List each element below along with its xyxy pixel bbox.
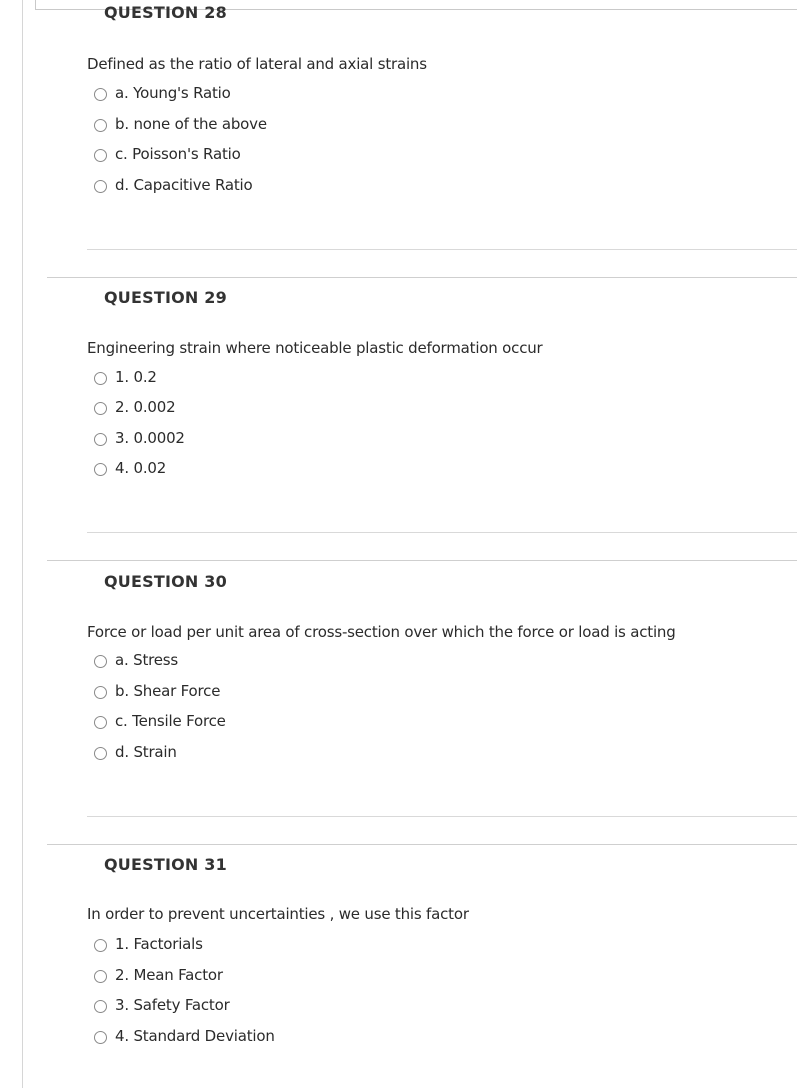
radio-button[interactable] xyxy=(94,686,107,699)
radio-button[interactable] xyxy=(94,372,107,385)
option-label: 2. 0.002 xyxy=(115,398,176,416)
option-label: c. Poisson's Ratio xyxy=(115,145,241,163)
answer-option[interactable] xyxy=(94,114,267,134)
radio-button[interactable] xyxy=(94,1000,107,1013)
radio-button[interactable] xyxy=(94,939,107,952)
radio-button[interactable] xyxy=(94,970,107,983)
radio-button[interactable] xyxy=(94,88,107,101)
option-label: 4. 0.02 xyxy=(115,459,167,477)
answer-option[interactable] xyxy=(94,83,231,103)
option-label: 1. Factorials xyxy=(115,935,203,953)
answer-option[interactable] xyxy=(94,711,226,731)
question-text: Engineering strain where noticeable plastic deformation occur xyxy=(87,339,543,357)
question-text: In order to prevent uncertainties , we use this factor xyxy=(87,905,469,923)
option-label: d. Capacitive Ratio xyxy=(115,176,253,194)
question-title: QUESTION 28 xyxy=(104,3,227,22)
radio-button[interactable] xyxy=(94,1031,107,1044)
question-title: QUESTION 29 xyxy=(104,288,227,307)
radio-button[interactable] xyxy=(94,747,107,760)
option-label: c. Tensile Force xyxy=(115,712,226,730)
answer-option[interactable] xyxy=(94,934,203,954)
answer-option[interactable] xyxy=(94,965,223,985)
option-label: 3. Safety Factor xyxy=(115,996,230,1014)
radio-button[interactable] xyxy=(94,180,107,193)
answer-option[interactable] xyxy=(94,681,220,701)
option-label: d. Strain xyxy=(115,743,177,761)
answer-option[interactable] xyxy=(94,995,230,1015)
answer-option[interactable] xyxy=(94,428,185,448)
question-divider xyxy=(87,816,797,817)
radio-button[interactable] xyxy=(94,716,107,729)
radio-button[interactable] xyxy=(94,433,107,446)
option-label: b. Shear Force xyxy=(115,682,221,700)
question-block-divider xyxy=(47,844,797,845)
question-text: Defined as the ratio of lateral and axial strains xyxy=(87,55,427,73)
radio-button[interactable] xyxy=(94,149,107,162)
question-title: QUESTION 30 xyxy=(104,572,227,591)
question-divider xyxy=(87,249,797,250)
answer-option[interactable] xyxy=(94,1026,275,1046)
answer-option[interactable] xyxy=(94,144,241,164)
radio-button[interactable] xyxy=(94,119,107,132)
answer-option[interactable] xyxy=(94,458,166,478)
question-divider xyxy=(87,532,797,533)
question-text: Force or load per unit area of cross-section over which the force or load is acting xyxy=(87,623,676,641)
question-block-divider xyxy=(47,277,797,278)
answer-option[interactable] xyxy=(94,367,157,387)
answer-option[interactable] xyxy=(94,650,178,670)
answer-option[interactable] xyxy=(94,742,177,762)
page-left-border xyxy=(22,0,23,1088)
option-label: 3. 0.0002 xyxy=(115,429,185,447)
question-block-divider xyxy=(47,560,797,561)
radio-button[interactable] xyxy=(94,655,107,668)
option-label: 4. Standard Deviation xyxy=(115,1027,275,1045)
option-label: 1. 0.2 xyxy=(115,368,157,386)
radio-button[interactable] xyxy=(94,402,107,415)
radio-button[interactable] xyxy=(94,463,107,476)
option-label: a. Stress xyxy=(115,651,179,669)
answer-option[interactable] xyxy=(94,175,252,195)
option-label: b. none of the above xyxy=(115,115,267,133)
option-label: a. Young's Ratio xyxy=(115,84,231,102)
question-title: QUESTION 31 xyxy=(104,855,227,874)
option-label: 2. Mean Factor xyxy=(115,966,223,984)
answer-option[interactable] xyxy=(94,397,175,417)
